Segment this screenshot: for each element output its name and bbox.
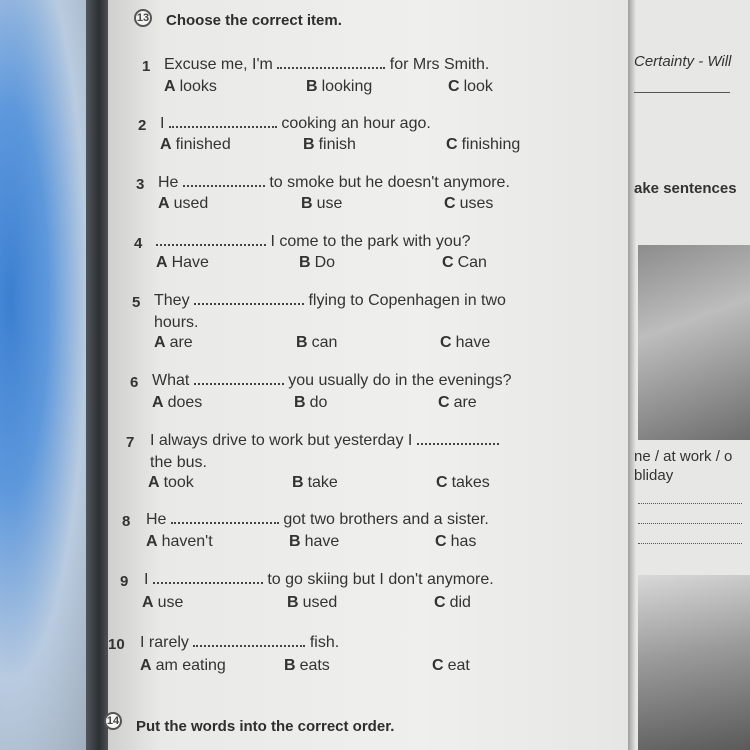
question-text [156,233,471,251]
option-a [142,594,183,612]
option-letter: B [289,533,301,550]
question-stem: What [152,372,190,389]
option-letter: A [140,657,152,674]
answer-blank [194,373,284,385]
option-a [152,394,202,412]
answer-blank [193,635,305,647]
option-letter: B [294,394,306,411]
answer-blank [171,512,279,524]
question-number: 8 [122,513,131,530]
option-text: use [157,594,184,611]
option-letter: A [164,78,176,95]
question-text [144,571,494,589]
option-c [436,474,490,492]
question-text [146,511,489,529]
question-text [154,292,506,310]
option-letter: B [284,657,296,674]
question-text [160,115,431,133]
option-a [146,533,213,551]
option-text: used [302,594,338,611]
option-c [435,533,476,551]
option-text: did [449,594,471,611]
option-b [287,594,337,612]
question-ending: you usually do in the evenings? [288,372,512,389]
question-number: 1 [142,58,151,75]
option-a [164,78,217,96]
facing-page-instruction: ake sentences [634,180,737,197]
option-b [306,78,372,96]
option-c [438,394,477,412]
question-stem: He [158,174,179,191]
question-number: 9 [120,573,129,590]
answer-blank [153,572,263,584]
question-text [150,432,499,450]
exercise-number-badge: 13 [134,9,152,27]
option-b [284,657,330,675]
question-ending: fish. [309,634,340,651]
option-c [432,657,470,675]
option-a [154,334,193,352]
option-b [296,334,337,352]
question-text [158,174,510,192]
question-number: 6 [130,374,139,391]
answer-line [638,543,742,544]
option-text: use [316,195,343,212]
question-stem: They [154,292,190,309]
question-number: 2 [138,117,147,134]
question-stem: I [160,115,165,132]
option-letter: B [299,254,311,271]
option-text: has [450,533,477,550]
option-text: takes [451,474,490,491]
option-letter: B [287,594,299,611]
option-text: finish [318,136,356,153]
option-text: take [307,474,338,491]
facing-page [628,0,750,750]
option-text: looking [321,78,373,95]
option-text: do [309,394,328,411]
option-letter: A [160,136,172,153]
option-letter: A [148,474,160,491]
question-ending: cooking an hour ago. [281,115,431,132]
answer-blank [277,57,385,69]
option-letter: B [292,474,304,491]
option-text: have [455,334,491,351]
background-left [0,0,100,750]
question-ending: for Mrs Smith. [389,56,490,73]
question-continuation: hours. [154,314,199,331]
option-text: looks [179,78,217,95]
option-c [440,334,490,352]
answer-blank [169,116,277,128]
facing-page-title: Certainty - Will [634,53,732,70]
exercise-heading: Choose the correct item. [166,12,342,29]
option-text: Can [457,254,487,271]
question-stem: I always drive to work but yesterday I [150,432,413,449]
answer-line [638,503,742,504]
option-text: does [167,394,203,411]
option-letter: A [156,254,168,271]
option-b [301,195,342,213]
question-number: 3 [136,176,145,193]
option-c [442,254,487,272]
option-letter: C [435,533,447,550]
option-b [292,474,338,492]
exercise-heading-2: Put the words into the correct order. [136,718,395,735]
option-text: Do [314,254,336,271]
facing-page-prompt: ne / at work / o [634,448,733,465]
question-number: 5 [132,294,141,311]
question-ending: to smoke but he doesn't anymore. [269,174,510,191]
answer-blank [183,175,265,187]
option-letter: B [296,334,308,351]
question-text [164,56,489,74]
question-number: 7 [126,434,135,451]
question-ending: got two brothers and a sister. [283,511,489,528]
question-stem: I [144,571,149,588]
answer-blank [194,293,304,305]
option-letter: C [448,78,460,95]
workbook-page [108,0,628,750]
question-text [152,372,512,390]
question-continuation: the bus. [150,454,207,471]
question-stem: Excuse me, I'm [164,56,273,73]
question-ending: I come to the park with you? [270,233,471,250]
option-letter: B [301,195,313,212]
option-c [444,195,493,213]
option-letter: A [152,394,164,411]
question-stem: He [146,511,167,528]
option-letter: B [303,136,315,153]
option-a [140,657,226,675]
option-b [303,136,356,154]
option-letter: A [146,533,158,550]
option-text: finished [175,136,231,153]
answer-blank [417,433,499,445]
question-stem: I rarely [140,634,189,651]
option-text: have [304,533,340,550]
option-text: Have [171,254,209,271]
option-letter: A [154,334,166,351]
question-number: 4 [134,235,143,252]
question-ending: to go skiing but I don't anymore. [267,571,494,588]
option-text: eats [299,657,330,674]
option-text: am eating [155,657,226,674]
option-c [446,136,520,154]
option-text: finishing [461,136,521,153]
option-letter: C [446,136,458,153]
option-a [156,254,209,272]
divider [634,92,730,93]
option-a [160,136,231,154]
answer-line [638,523,742,524]
option-text: eat [447,657,470,674]
option-a [148,474,194,492]
option-a [158,195,208,213]
option-letter: C [434,594,446,611]
option-letter: A [158,195,170,212]
photo-woman-beach [638,245,750,440]
option-text: uses [459,195,494,212]
exercise-number-badge-2: 14 [104,712,122,730]
option-letter: A [142,594,154,611]
facing-page-prompt-2: bliday [634,467,674,484]
question-number: 10 [108,636,125,653]
option-b [299,254,335,272]
question-ending: flying to Copenhagen in two [308,292,506,309]
option-letter: C [438,394,450,411]
option-letter: C [440,334,452,351]
option-letter: C [432,657,444,674]
option-letter: B [306,78,318,95]
option-letter: C [444,195,456,212]
option-letter: C [436,474,448,491]
answer-blank [156,234,266,246]
photo-man-cap [638,575,750,750]
option-b [294,394,327,412]
question-text [140,634,339,652]
option-text: look [463,78,493,95]
option-text: used [173,195,209,212]
option-c [448,78,493,96]
option-text: took [163,474,194,491]
option-text: are [169,334,193,351]
option-text: can [311,334,338,351]
option-text: are [453,394,477,411]
option-text: haven't [161,533,213,550]
option-letter: C [442,254,454,271]
option-b [289,533,339,551]
option-c [434,594,471,612]
